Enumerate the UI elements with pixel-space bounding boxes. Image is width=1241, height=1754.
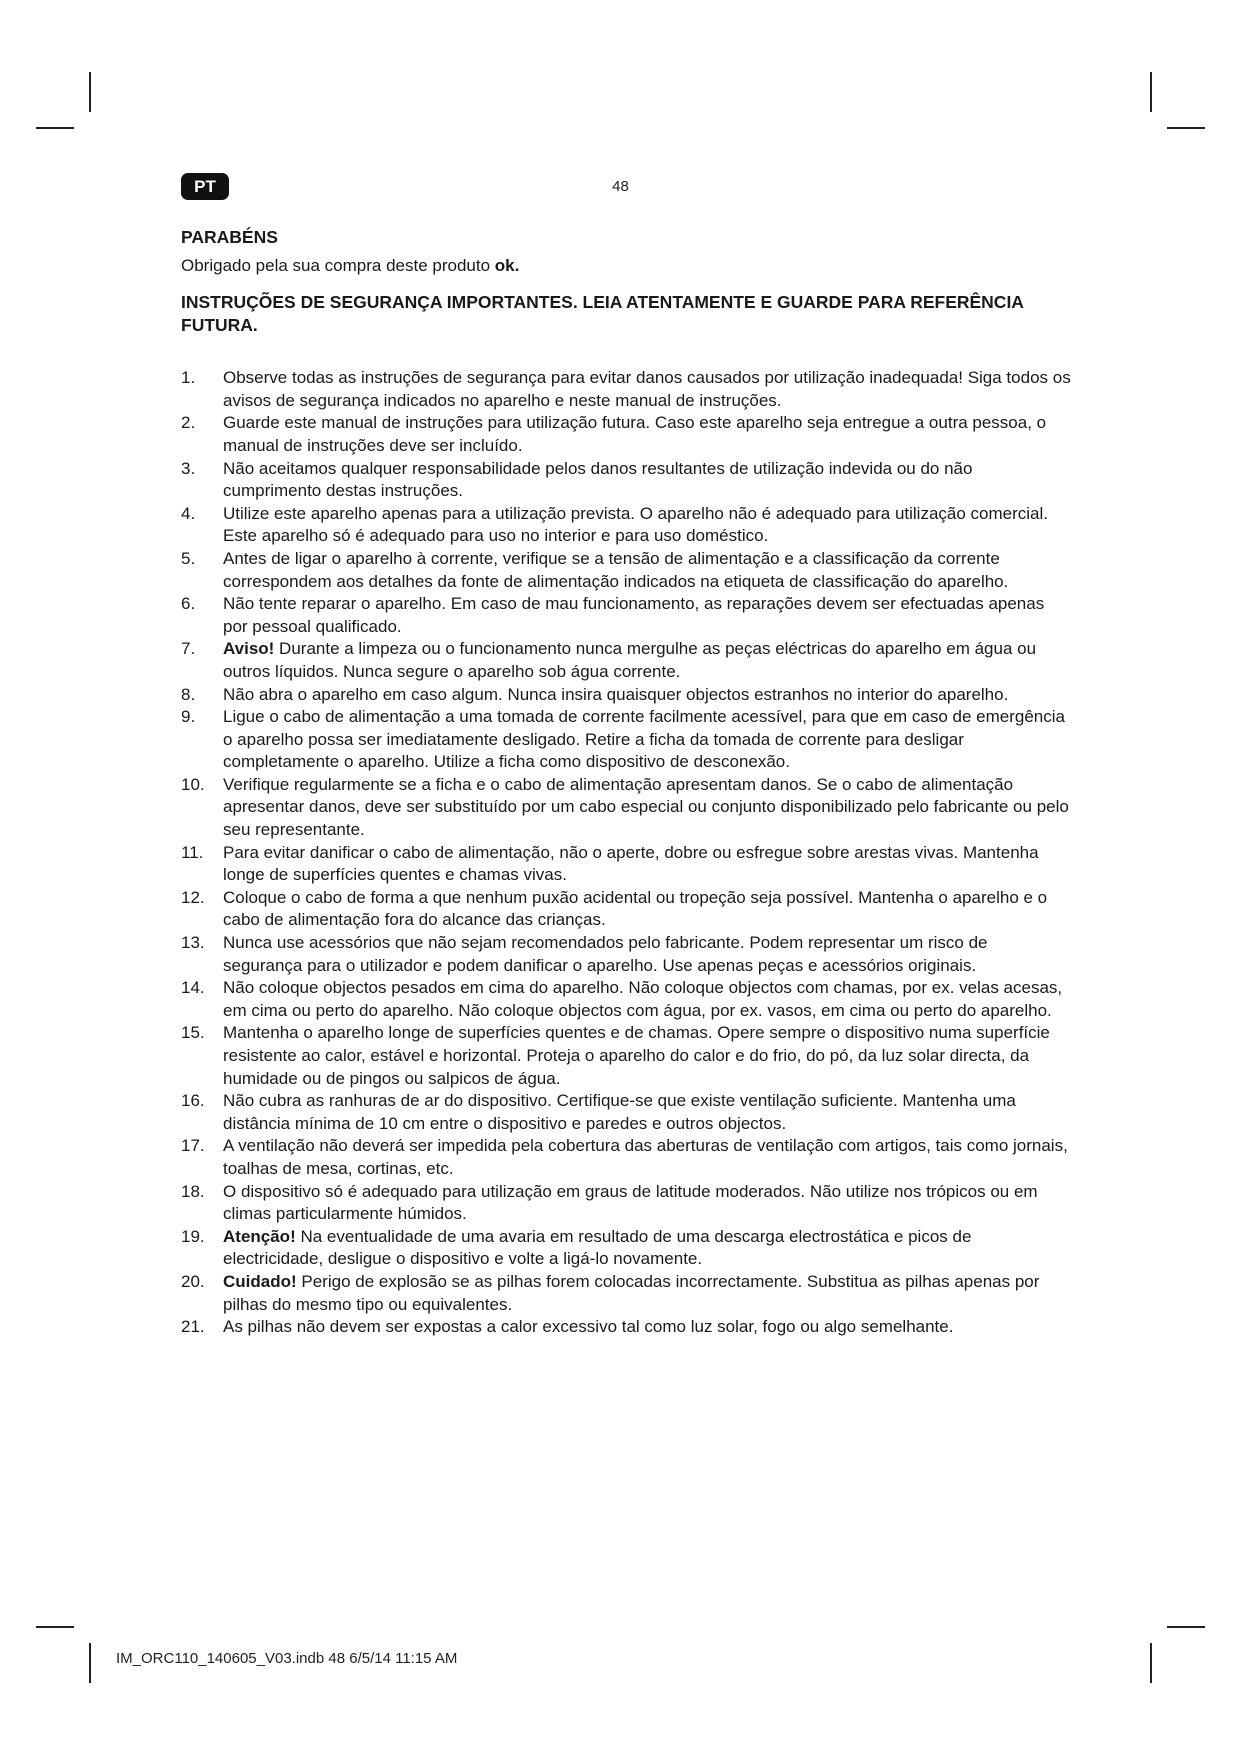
instruction-text	[223, 1136, 1068, 1178]
instruction-text	[223, 1317, 953, 1336]
instruction-text	[223, 1182, 1038, 1224]
instruction-body: Guarde este manual de instruções para utilização futura. Caso este aparelho seja entregue a outra pessoa, o manual de instruções deve ser incluído.	[223, 413, 1047, 455]
instruction-item	[181, 977, 1071, 1022]
instruction-body: Utilize este aparelho apenas para a utilização prevista. O aparelho não é adequado para utilização comercial. Este aparelho só é adequado para uso no interior e para uso doméstico.	[223, 503, 1049, 546]
instruction-text	[223, 1272, 1039, 1314]
instruction-body: Para evitar danificar o cabo de alimentação, não o aperte, dobre ou esfregue sobre arestas vivas. Mantenha longe de superfícies quentes e chamas vivas.	[223, 842, 1039, 885]
crop-mark	[36, 1626, 74, 1628]
instruction-item	[181, 774, 1071, 842]
instruction-text	[223, 685, 1008, 704]
instruction-item	[181, 367, 1071, 412]
instruction-item	[181, 842, 1071, 887]
instruction-body: Observe todas as instruções de segurança para evitar danos causados por utilização inadequada! Siga todos os avisos de segurança indicados no aparelho e neste manual de instruções.	[223, 368, 1071, 410]
instruction-number: 3.	[181, 458, 196, 478]
instructions-list	[181, 367, 1071, 1339]
instruction-number: 11.	[181, 842, 204, 862]
instruction-warning-label: Atenção!	[223, 1226, 296, 1246]
instruction-body: Verifique regularmente se a ficha e o cabo de alimentação apresentam danos. Se o cabo de alimentação apresentar danos, deve ser substituído por um cabo especial ou conjunto disponibilizado pelo fabricante ou pelo seu representante.	[223, 774, 1069, 840]
instruction-item	[181, 1090, 1071, 1135]
instruction-number: 6.	[181, 594, 196, 614]
instruction-number: 10.	[181, 774, 205, 794]
instruction-body: Não cubra as ranhuras de ar do dispositivo. Certifique-se que existe ventilação suficiente. Mantenha uma distância mínima de 10 cm entre o dispositivo e paredes e outros objectos.	[223, 1091, 1016, 1133]
crop-mark	[89, 72, 91, 112]
instruction-text	[223, 978, 1062, 1020]
instruction-item	[181, 458, 1071, 503]
instruction-item	[181, 932, 1071, 977]
congrats-heading: PARABÉNS	[181, 227, 278, 247]
instruction-body: Perigo de explosão se as pilhas forem colocadas incorrectamente. Substitua as pilhas apenas por pilhas do mesmo tipo ou equivalentes.	[223, 1271, 1040, 1314]
instruction-text	[223, 933, 987, 975]
instruction-number: 1.	[181, 368, 196, 388]
instruction-text	[223, 504, 1048, 546]
instruction-text	[223, 775, 1069, 839]
instruction-text	[223, 549, 1008, 591]
instruction-number: 16.	[181, 1091, 205, 1111]
instruction-body: Nunca use acessórios que não sejam recomendados pelo fabricante. Podem representar um risco de segurança para o utilizador e podem danificar o aparelho. Use apenas peças e acessórios originais.	[223, 933, 988, 975]
instruction-text	[223, 1227, 971, 1269]
instruction-number: 20.	[181, 1271, 205, 1291]
crop-mark	[1167, 127, 1205, 129]
instruction-item	[181, 1226, 1071, 1271]
instruction-number: 21.	[181, 1317, 205, 1337]
instruction-item	[181, 706, 1071, 774]
instruction-body: Não coloque objectos pesados em cima do aparelho. Não coloque objectos com chamas, por ex. velas acesas, em cima ou perto do aparelho. Não coloque objectos com água, por ex. vasos, em cima ou perto do aparelho.	[223, 978, 1063, 1020]
instruction-item	[181, 684, 1071, 707]
instruction-text	[223, 594, 1044, 636]
instruction-number: 17.	[181, 1136, 205, 1156]
instruction-number: 7.	[181, 639, 196, 659]
instruction-item	[181, 1316, 1071, 1339]
instruction-item	[181, 593, 1071, 638]
instruction-body: Não aceitamos qualquer responsabilidade pelos danos resultantes de utilização indevida ou do não cumprimento destas instruções.	[223, 458, 973, 501]
instruction-text	[223, 888, 1047, 930]
instruction-warning-label: Cuidado!	[223, 1271, 297, 1291]
instruction-body: Antes de ligar o aparelho à corrente, verifique se a tensão de alimentação e a classificação da corrente correspondem aos detalhes da fonte de alimentação indicados na etiqueta de classificação do aparelho.	[223, 548, 1009, 591]
document-body	[181, 226, 1071, 1339]
instruction-body: Ligue o cabo de alimentação a uma tomada de corrente facilmente acessível, para que em caso de emergência o aparelho possa ser imediatamente desligado. Retire a ficha da tomada de corrente para desligar completamente o aparelho. Utilize a ficha como dispositivo de desconexão.	[223, 707, 1065, 772]
instruction-number: 19.	[181, 1226, 205, 1246]
instruction-body: As pilhas não devem ser expostas a calor excessivo tal como luz solar, fogo ou algo semelhante.	[223, 1317, 954, 1337]
instruction-warning-label: Aviso!	[223, 639, 275, 659]
instruction-number: 15.	[181, 1023, 205, 1043]
instruction-body: O dispositivo só é adequado para utilização em graus de latitude moderados. Não utilize nos trópicos ou em climas particularmente húmidos.	[223, 1181, 1038, 1224]
instruction-item	[181, 1181, 1071, 1226]
instruction-number: 5.	[181, 548, 196, 568]
instruction-item	[181, 412, 1071, 457]
brand-name: ok.	[494, 255, 520, 275]
instruction-text	[223, 843, 1039, 885]
instruction-number: 13.	[181, 933, 205, 953]
instruction-item	[181, 887, 1071, 932]
instruction-number: 14.	[181, 978, 205, 998]
language-badge: PT	[181, 173, 229, 200]
instruction-number: 4.	[181, 503, 196, 523]
crop-mark	[89, 1643, 91, 1683]
instruction-body: Não tente reparar o aparelho. Em caso de mau funcionamento, as reparações devem ser efectuadas apenas por pessoal qualificado.	[223, 594, 1045, 636]
instruction-item	[181, 503, 1071, 548]
instruction-body: A ventilação não deverá ser impedida pela cobertura das aberturas de ventilação com artigos, tais como jornais, toalhas de mesa, cortinas, etc.	[223, 1136, 1068, 1178]
instruction-text	[223, 1023, 1050, 1087]
instruction-item	[181, 548, 1071, 593]
instruction-text	[223, 413, 1046, 455]
instruction-body: Mantenha o aparelho longe de superfícies quentes e de chamas. Opere sempre o dispositivo numa superfície resistente ao calor, estável e horizontal. Proteja o aparelho do calor e do frio, do pó, da luz solar directa, da humidade ou de pingos ou salpicos de água.	[223, 1023, 1050, 1088]
crop-mark	[36, 127, 74, 129]
instruction-item	[181, 638, 1071, 683]
thanks-text: Obrigado pela sua compra deste produto	[181, 255, 495, 275]
instruction-body: Na eventualidade de uma avaria em resultado de uma descarga electrostática e picos de electricidade, desligue o dispositivo e volte a ligá-lo novamente.	[223, 1226, 972, 1269]
instruction-number: 8.	[181, 684, 196, 704]
instruction-text	[223, 1091, 1016, 1133]
instruction-number: 18.	[181, 1181, 205, 1201]
instruction-text	[223, 459, 972, 501]
instruction-item	[181, 1135, 1071, 1180]
instruction-body: Coloque o cabo de forma a que nenhum puxão acidental ou tropeção seja possível. Mantenha o aparelho e o cabo de alimentação fora do alcance das crianças.	[223, 887, 1048, 930]
safety-heading: INSTRUÇÕES DE SEGURANÇA IMPORTANTES. LEIA ATENTAMENTE E GUARDE PARA REFERÊNCIA FUTURA.	[181, 292, 1024, 336]
instruction-body: Não abra o aparelho em caso algum. Nunca insira quaisquer objectos estranhos no interior do aparelho.	[223, 684, 1009, 704]
instruction-number: 12.	[181, 887, 205, 907]
crop-mark	[1150, 72, 1152, 112]
instruction-item	[181, 1271, 1071, 1316]
file-slug: IM_ORC110_140605_V03.indb 48 6/5/14 11:15 AM	[116, 1650, 458, 1667]
crop-mark	[1167, 1626, 1205, 1628]
instruction-item	[181, 1022, 1071, 1090]
thanks-line	[181, 255, 1071, 278]
instruction-text	[223, 707, 1065, 771]
crop-mark	[1150, 1643, 1152, 1683]
instruction-text	[223, 368, 1071, 410]
page-number: 48	[612, 178, 629, 195]
instruction-number: 9.	[181, 707, 196, 727]
instruction-text	[223, 639, 1036, 681]
instruction-body: Durante a limpeza ou o funcionamento nunca mergulhe as peças eléctricas do aparelho em água ou outros líquidos. Nunca segure o aparelho sob água corrente.	[223, 639, 1037, 681]
instruction-number: 2.	[181, 413, 196, 433]
